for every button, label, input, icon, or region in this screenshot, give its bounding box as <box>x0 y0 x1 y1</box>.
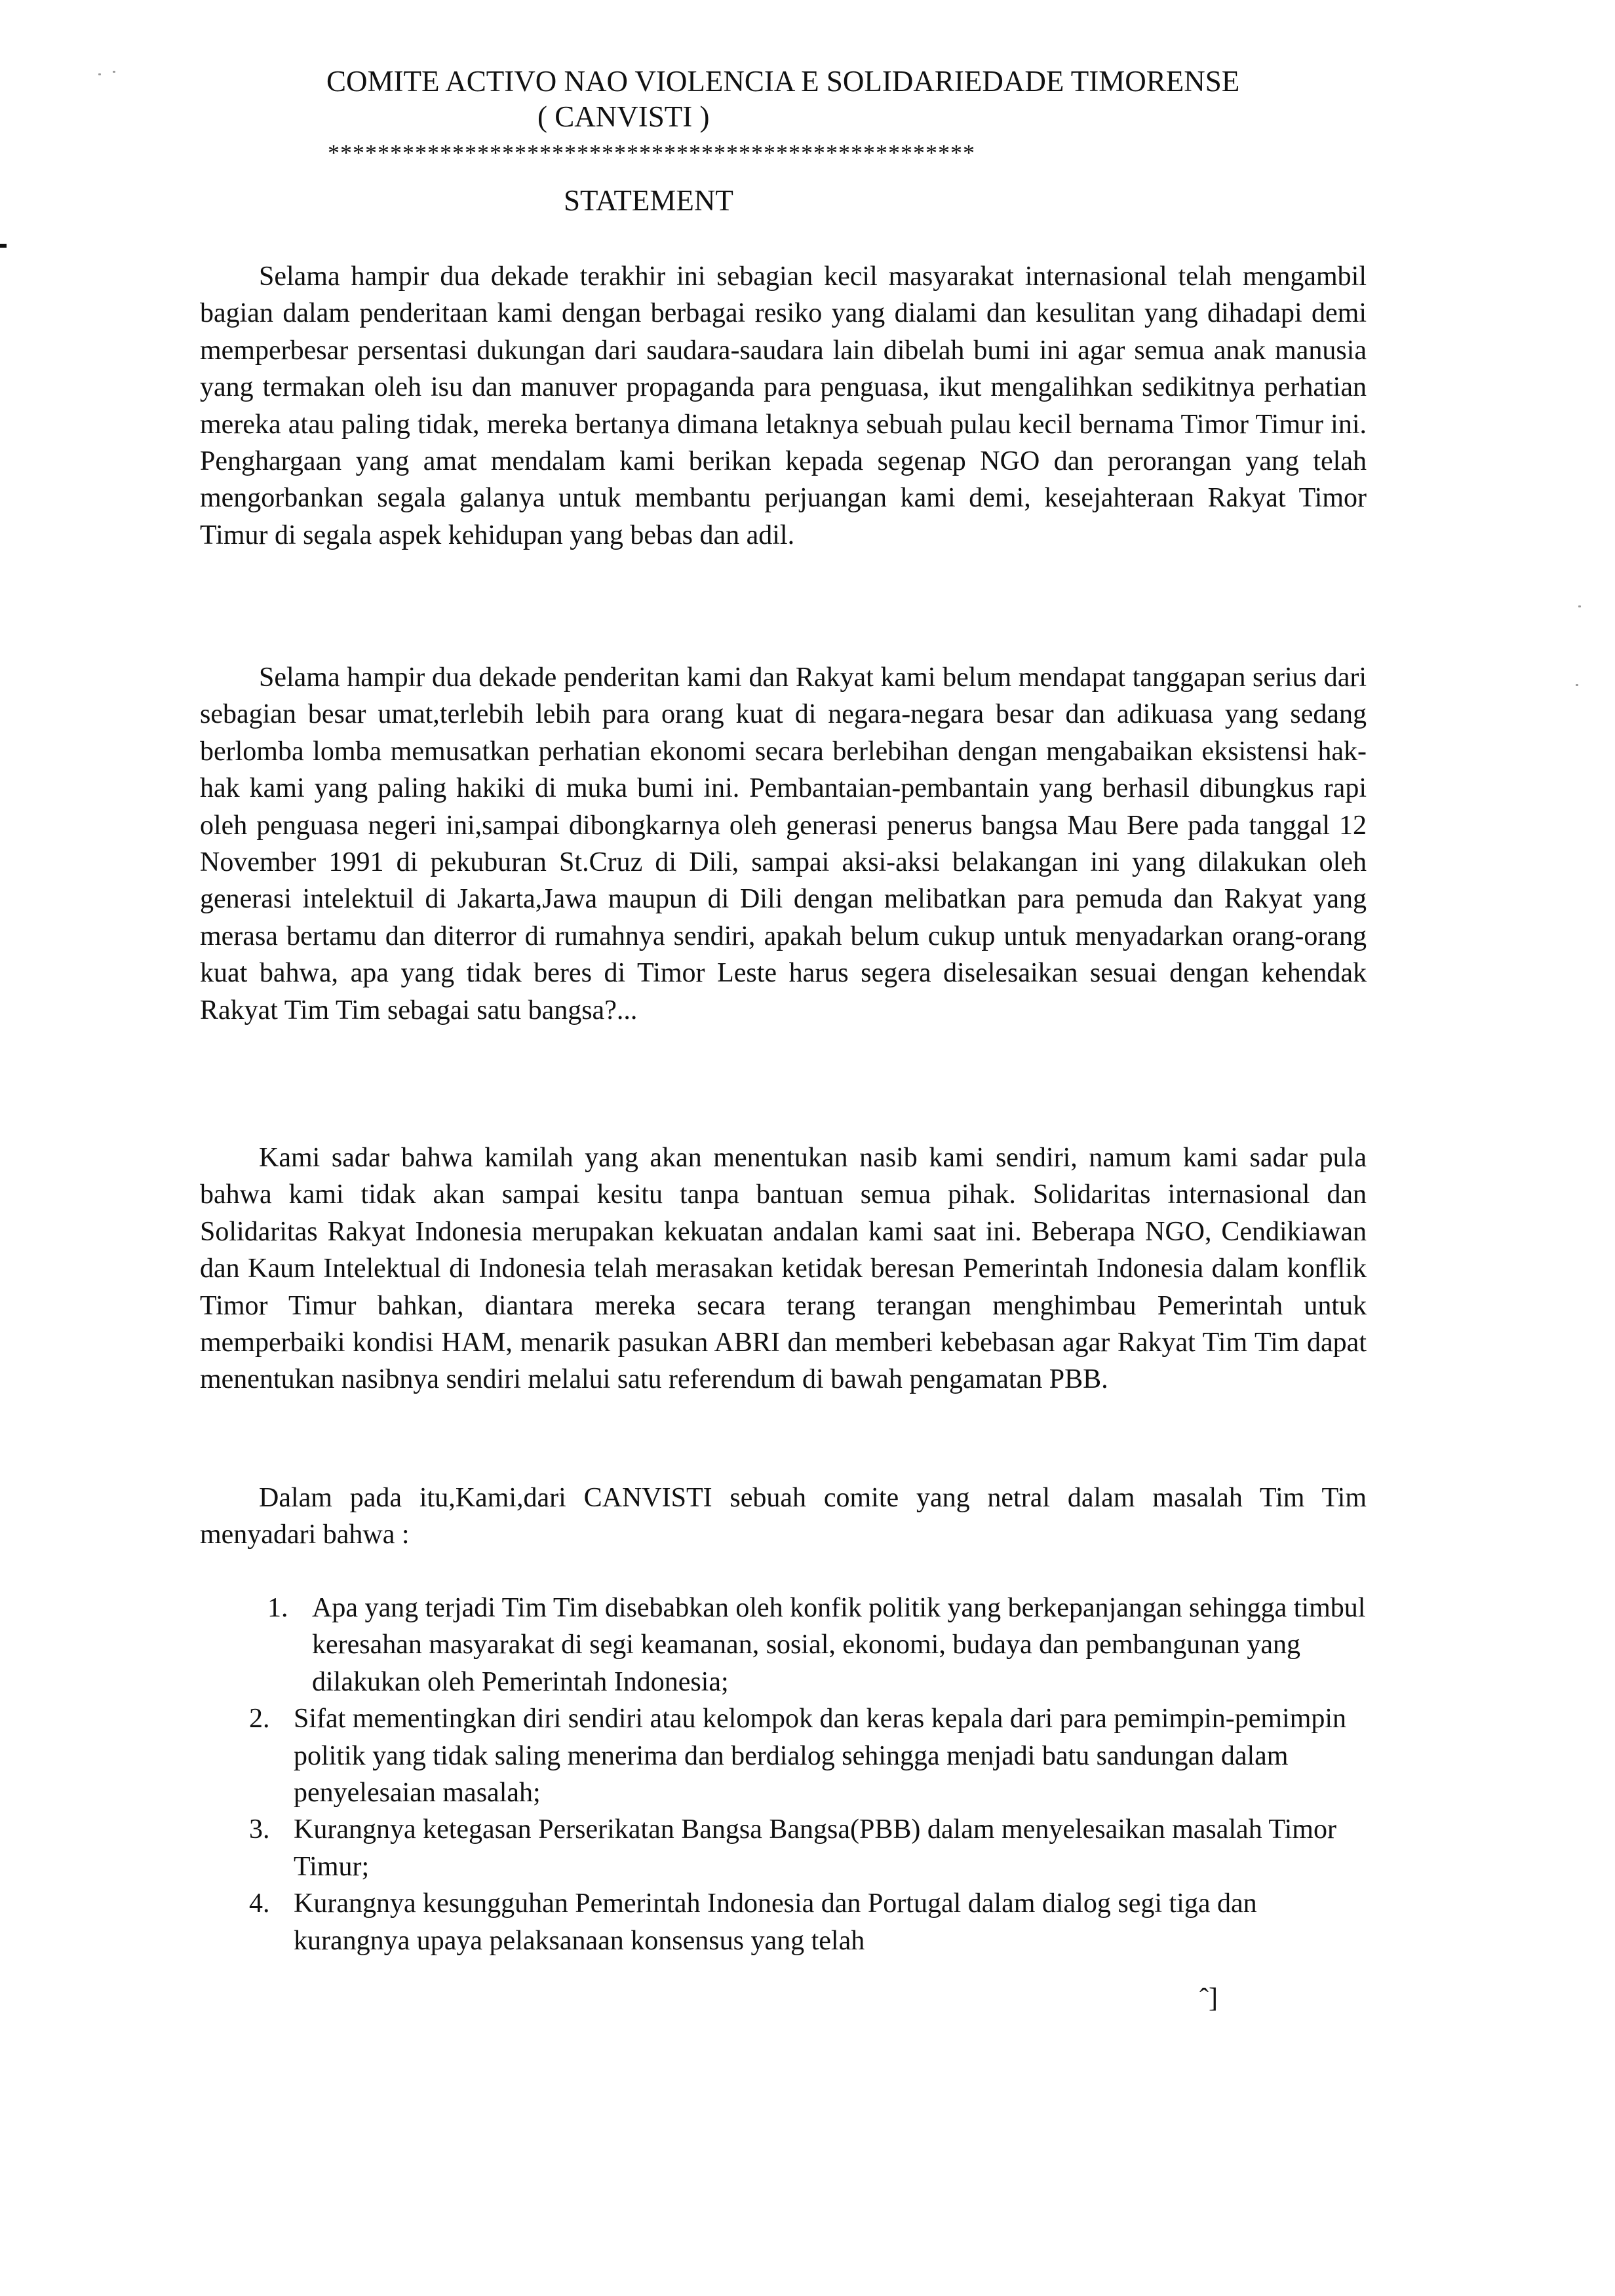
list-item <box>249 1700 1376 1811</box>
paragraph-block <box>200 258 1367 554</box>
scan-speck <box>113 71 115 73</box>
organization-name: COMITE ACTIVO NAO VIOLENCIA E SOLIDARIEDADE TIMORENSE <box>326 65 1240 98</box>
paragraph-block <box>200 659 1367 1029</box>
paragraph: Dalam pada itu,Kami,dari CANVISTI sebuah comite yang netral dalam masalah Tim Tim menyadari bahwa : <box>200 1483 1367 1550</box>
list-item-number: 3. <box>249 1814 270 1845</box>
paragraph: Selama hampir dua dekade penderitan kami dan Rakyat kami belum mendapat tanggapan serius dari sebagian besar umat,terlebih lebih para orang kuat di negara-negara besar dan adikuasa yang sedang berlomba lomba memusatkan perhatian ekonomi secara berlebihan dengan mengabaikan eksistensi hak-hak kami yang paling hakiki di muka bumi ini. Pembantaian-pembantain yang berhasil dibungkus rapi oleh penguasa negeri ini,sampai dibongkarnya oleh generasi penerus bangsa Mau Bere pada tanggal 12 November 1991 di pekuburan St.Cruz di Dili, sampai aksi-aksi belakangan ini yang dilakukan oleh generasi intelektuil di Jakarta,Jawa maupun di Dili dengan melibatkan para pemuda dan Rakyat yang merasa bertamu dan diterror di rumahnya sendiri, apakah belum cukup untuk menyadarkan orang-orang kuat bahwa, apa yang tidak beres di Timor Leste harus segera diselesaikan sesuai dengan kehendak Rakyat Tim Tim sebagai satu bangsa?... <box>200 662 1367 1025</box>
organization-abbreviation: ( CANVISTI ) <box>537 100 710 133</box>
list-item-text: Kurangnya ketegasan Perserikatan Bangsa Bangsa(PBB) dalam menyelesaikan masalah Timor Timur; <box>294 1814 1336 1882</box>
list-item-number: 4. <box>249 1888 270 1919</box>
list-item <box>249 1590 1376 1700</box>
page-continuation-mark: ˆ] <box>1199 1983 1218 2014</box>
asterisk-separator: **************************************************** <box>328 140 975 166</box>
document-title: STATEMENT <box>564 184 733 217</box>
scan-speck <box>1576 684 1578 686</box>
list-item-number: 1. <box>267 1593 288 1623</box>
scan-speck <box>1578 605 1581 607</box>
numbered-list <box>249 1590 1376 1959</box>
scan-speck <box>98 73 101 75</box>
list-item-text: Kurangnya kesungguhan Pemerintah Indonesia dan Portugal dalam dialog segi tiga dan kurangnya upaya pelaksanaan konsensus yang telah <box>294 1888 1257 1956</box>
list-item-text: Sifat mementingkan diri sendiri atau kelompok dan keras kepala dari para pemimpin-pemimpin politik yang tidak saling menerima dan berdialog sehingga menjadi batu sandungan dalam penyelesaian masalah; <box>294 1704 1347 1808</box>
scan-edge-mark <box>0 244 7 248</box>
list-item-number: 2. <box>249 1704 270 1734</box>
list-item-text: Apa yang terjadi Tim Tim disebabkan oleh konfik politik yang berkepanjangan sehingga timbul keresahan masyarakat di segi keamanan, sosial, ekonomi, budaya dan pembangunan yang dilakukan oleh Pemerintah Indonesia; <box>312 1593 1366 1697</box>
paragraph: Selama hampir dua dekade terakhir ini sebagian kecil masyarakat internasional telah mengambil bagian dalam penderitaan kami dengan berbagai resiko yang dialami dan kesulitan yang dihadapi demi memperbesar persentasi dukungan dari saudara-saudara lain dibelah bumi ini agar semua anak manusia yang termakan oleh isu dan manuver propaganda para penguasa, ikut mengalihkan sedikitnya perhatian mereka atau paling tidak, mereka bertanya dimana letaknya sebuah pulau kecil bernama Timor Timur ini. Penghargaan yang amat mendalam kami berikan kepada segenap NGO dan perorangan yang telah mengorbankan segala galanya untuk membantu perjuangan kami demi, kesejahteraan Rakyat Timor Timur di segala aspek kehidupan yang bebas dan adil. <box>200 261 1367 550</box>
list-item <box>249 1885 1376 1959</box>
paragraph: Kami sadar bahwa kamilah yang akan menentukan nasib kami sendiri, namum kami sadar pula bahwa kami tidak akan sampai kesitu tanpa bantuan semua pihak. Solidaritas internasional dan Solidaritas Rakyat Indonesia merupakan kekuatan andalan kami saat ini. Beberapa NGO, Cendikiawan dan Kaum Intelektual di Indonesia telah merasakan ketidak beresan Pemerintah Indonesia dalam konflik Timor Timur bahkan, diantara mereka secara terang terangan menghimbau Pemerintah untuk memperbaiki kondisi HAM, menarik pasukan ABRI dan memberi kebebasan agar Rakyat Tim Tim dapat menentukan nasibnya sendiri melalui satu referendum di bawah pengamatan PBB. <box>200 1143 1367 1395</box>
paragraph-block <box>200 1139 1367 1398</box>
paragraph-block <box>200 1480 1367 1554</box>
list-item <box>249 1811 1376 1885</box>
